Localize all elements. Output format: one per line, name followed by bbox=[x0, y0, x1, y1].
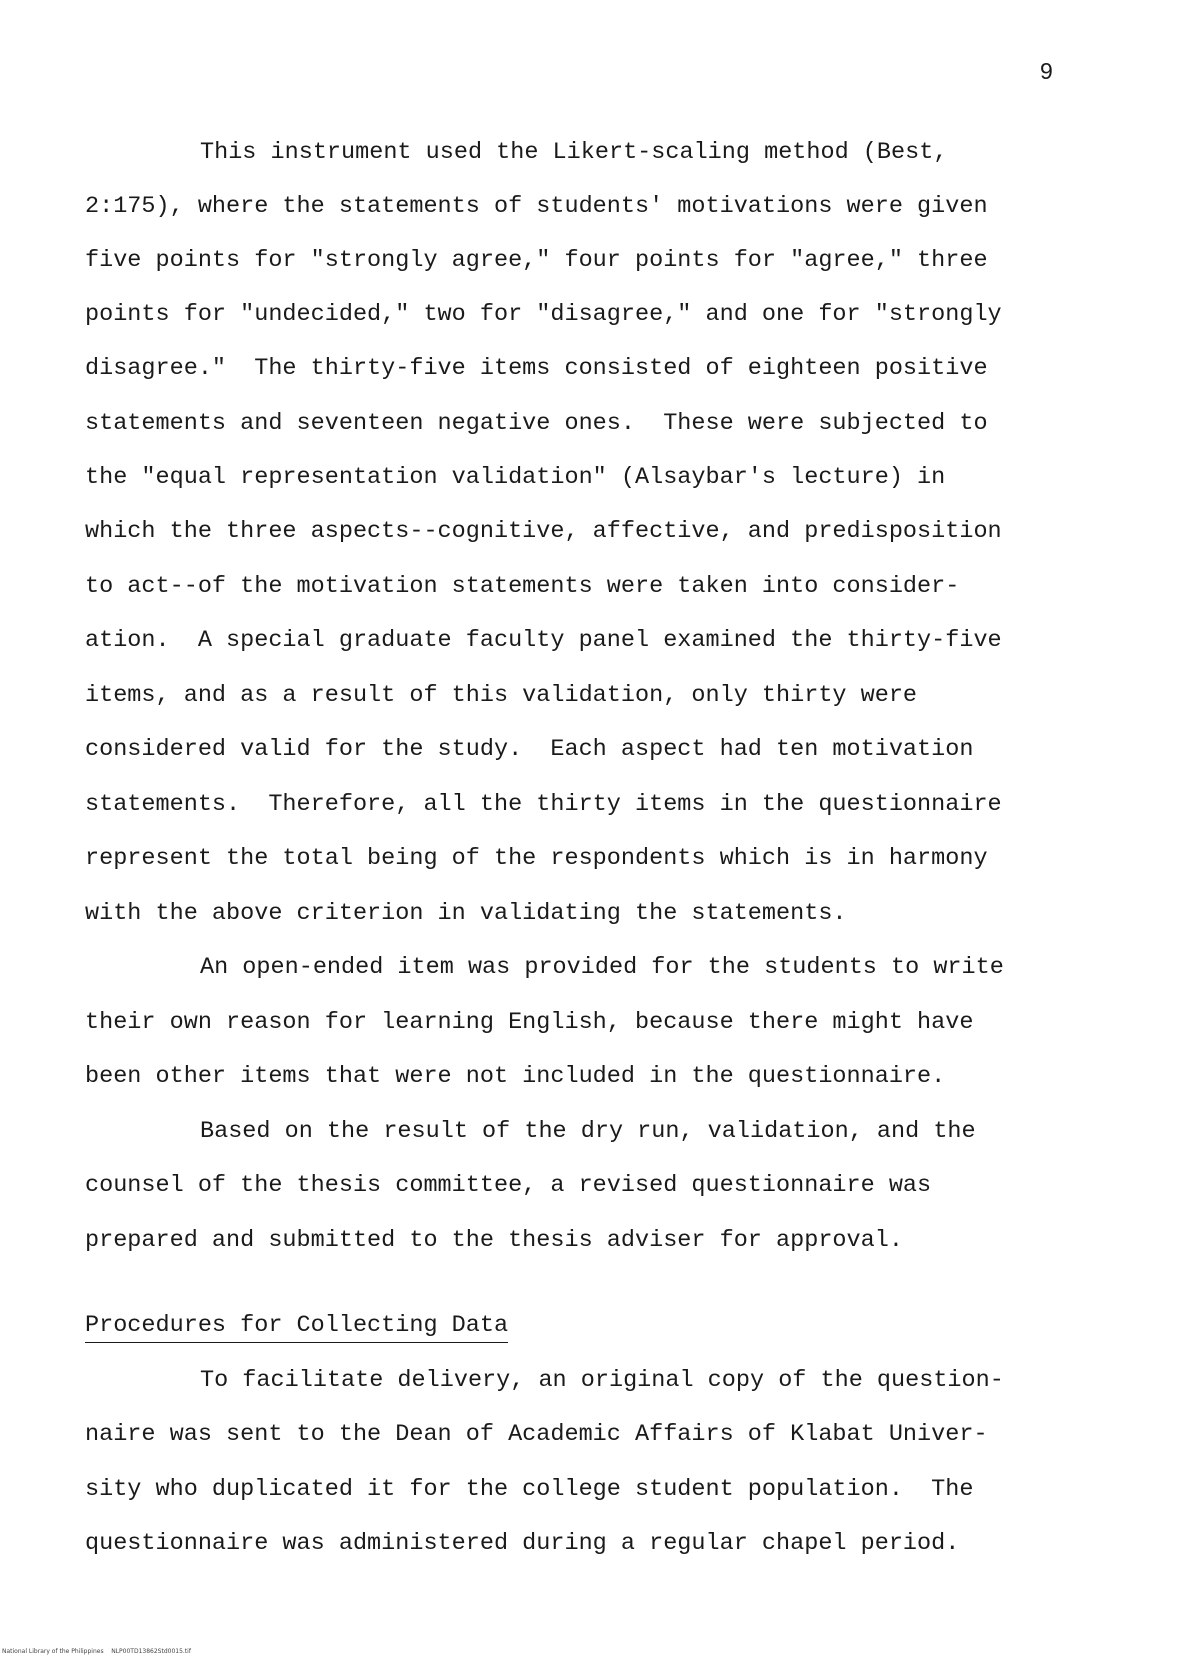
paragraph-4-line: naire was sent to the Dean of Academic Affairs of Klabat Univer- bbox=[85, 1421, 988, 1448]
paragraph-1-line: disagree." The thirty-five items consisted of eighteen positive bbox=[85, 355, 988, 382]
paragraph-1-line: with the above criterion in validating the statements. bbox=[85, 900, 847, 927]
paragraph-1-line: represent the total being of the respondents which is in harmony bbox=[85, 845, 988, 872]
archive-footer: National Library of the Philippines NLP00TD13862Std0015.tif bbox=[2, 1648, 191, 1655]
paragraph-4-line: questionnaire was administered during a regular chapel period. bbox=[85, 1530, 960, 1557]
section-heading: Procedures for Collecting Data bbox=[85, 1311, 508, 1343]
paragraph-4-line: To facilitate delivery, an original copy of the question- bbox=[200, 1367, 1004, 1394]
paragraph-1-line: 2:175), where the statements of students' motivations were given bbox=[85, 193, 988, 220]
paragraph-1-line: which the three aspects--cognitive, affective, and predisposition bbox=[85, 518, 1002, 545]
paragraph-3-line: Based on the result of the dry run, validation, and the bbox=[200, 1118, 976, 1145]
paragraph-1-line: statements. Therefore, all the thirty items in the questionnaire bbox=[85, 791, 1002, 818]
paragraph-1-line: five points for "strongly agree," four points for "agree," three bbox=[85, 247, 988, 274]
paragraph-3-line: prepared and submitted to the thesis adviser for approval. bbox=[85, 1227, 903, 1254]
paragraph-2-line: been other items that were not included in the questionnaire. bbox=[85, 1063, 946, 1090]
page-number: 9 bbox=[1040, 58, 1053, 84]
paragraph-1-line: statements and seventeen negative ones. These were subjected to bbox=[85, 410, 988, 437]
paragraph-1-line: considered valid for the study. Each aspect had ten motivation bbox=[85, 736, 974, 763]
paragraph-1-line: items, and as a result of this validation, only thirty were bbox=[85, 682, 918, 709]
paragraph-1-line: This instrument used the Likert-scaling method (Best, bbox=[200, 139, 948, 166]
paragraph-1-line: to act--of the motivation statements were taken into consider- bbox=[85, 573, 960, 600]
paragraph-3-line: counsel of the thesis committee, a revised questionnaire was bbox=[85, 1172, 932, 1199]
paragraph-1-line: ation. A special graduate faculty panel examined the thirty-five bbox=[85, 627, 1002, 654]
paragraph-4-line: sity who duplicated it for the college student population. The bbox=[85, 1476, 974, 1503]
paragraph-2-line: An open-ended item was provided for the students to write bbox=[200, 954, 1004, 981]
paragraph-1-line: points for "undecided," two for "disagree," and one for "strongly bbox=[85, 301, 1002, 328]
paragraph-2-line: their own reason for learning English, because there might have bbox=[85, 1009, 974, 1036]
paragraph-1-line: the "equal representation validation" (Alsaybar's lecture) in bbox=[85, 464, 946, 491]
